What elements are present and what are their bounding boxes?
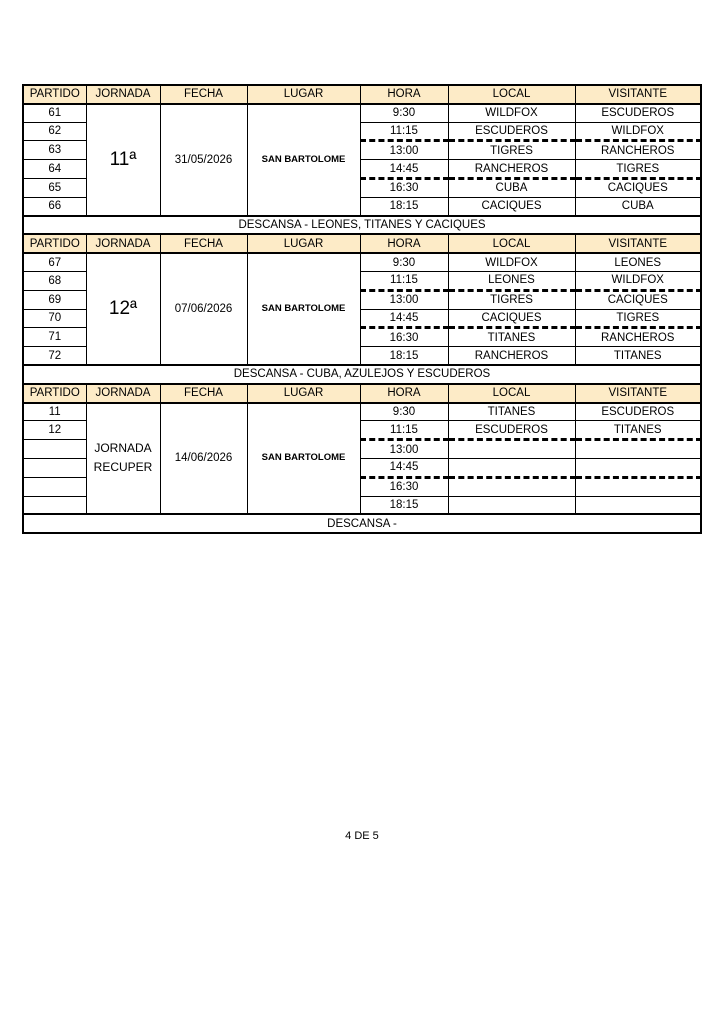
header-partido: PARTIDO	[23, 85, 86, 104]
hora-cell: 9:30	[360, 253, 448, 271]
header-jornada: JORNADA	[86, 384, 160, 403]
lugar-cell: SAN BARTOLOME	[247, 403, 360, 515]
partido-cell	[23, 440, 86, 459]
local-cell	[448, 496, 575, 514]
header-lugar: LUGAR	[247, 384, 360, 403]
header-hora: HORA	[360, 384, 448, 403]
partido-cell: 69	[23, 290, 86, 309]
hora-cell: 14:45	[360, 458, 448, 477]
jornada-cell: 12ª	[86, 253, 160, 365]
hora-cell: 14:45	[360, 309, 448, 328]
partido-cell: 68	[23, 271, 86, 290]
hora-cell: 11:15	[360, 271, 448, 290]
header-row	[23, 384, 701, 403]
hora-cell: 13:00	[360, 440, 448, 459]
visitante-cell: TIGRES	[575, 160, 701, 179]
hora-cell: 9:30	[360, 403, 448, 421]
descansa-cell: DESCANSA - LEONES, TITANES Y CACIQUES	[23, 216, 701, 235]
match-row	[23, 253, 701, 271]
local-cell: WILDFOX	[448, 253, 575, 271]
local-cell: WILDFOX	[448, 104, 575, 122]
local-cell: CACIQUES	[448, 197, 575, 215]
hora-cell: 11:15	[360, 122, 448, 141]
header-row	[23, 234, 701, 253]
descansa-row	[23, 216, 701, 235]
partido-cell: 62	[23, 122, 86, 141]
header-lugar: LUGAR	[247, 234, 360, 253]
header-row	[23, 85, 701, 104]
local-cell: CACIQUES	[448, 309, 575, 328]
partido-cell	[23, 496, 86, 514]
visitante-cell: TIGRES	[575, 309, 701, 328]
partido-cell: 70	[23, 309, 86, 328]
local-cell: TIGRES	[448, 290, 575, 309]
descansa-cell: DESCANSA -	[23, 514, 701, 533]
partido-cell: 63	[23, 141, 86, 160]
visitante-cell	[575, 477, 701, 496]
visitante-cell	[575, 458, 701, 477]
visitante-cell: TITANES	[575, 347, 701, 365]
page-number: 4 DE 5	[345, 830, 379, 842]
header-local: LOCAL	[448, 234, 575, 253]
visitante-cell	[575, 440, 701, 459]
local-cell	[448, 477, 575, 496]
visitante-cell: TITANES	[575, 421, 701, 440]
header-visitante: VISITANTE	[575, 85, 701, 104]
header-lugar: LUGAR	[247, 85, 360, 104]
fecha-cell: 14/06/2026	[160, 403, 247, 515]
lugar-cell: SAN BARTOLOME	[247, 104, 360, 216]
visitante-cell: WILDFOX	[575, 122, 701, 141]
local-cell: LEONES	[448, 271, 575, 290]
fecha-cell: 31/05/2026	[160, 104, 247, 216]
hora-cell: 13:00	[360, 141, 448, 160]
visitante-cell: CACIQUES	[575, 290, 701, 309]
partido-cell	[23, 458, 86, 477]
visitante-cell: RANCHEROS	[575, 328, 701, 347]
hora-cell: 16:30	[360, 477, 448, 496]
partido-cell: 71	[23, 328, 86, 347]
jornada-cell: JORNADA RECUPER	[86, 403, 160, 515]
hora-cell: 13:00	[360, 290, 448, 309]
header-hora: HORA	[360, 234, 448, 253]
partido-cell: 65	[23, 178, 86, 197]
descansa-row	[23, 514, 701, 533]
match-row	[23, 403, 701, 421]
hora-cell: 9:30	[360, 104, 448, 122]
header-visitante: VISITANTE	[575, 384, 701, 403]
hora-cell: 18:15	[360, 347, 448, 365]
partido-cell: 61	[23, 104, 86, 122]
partido-cell: 12	[23, 421, 86, 440]
hora-cell: 11:15	[360, 421, 448, 440]
local-cell: RANCHEROS	[448, 347, 575, 365]
local-cell: ESCUDEROS	[448, 122, 575, 141]
local-cell: CUBA	[448, 178, 575, 197]
descansa-cell: DESCANSA - CUBA, AZULEJOS Y ESCUDEROS	[23, 365, 701, 384]
descansa-row	[23, 365, 701, 384]
header-partido: PARTIDO	[23, 234, 86, 253]
visitante-cell: ESCUDEROS	[575, 403, 701, 421]
partido-cell: 11	[23, 403, 86, 421]
hora-cell: 16:30	[360, 178, 448, 197]
local-cell: ESCUDEROS	[448, 421, 575, 440]
partido-cell: 72	[23, 347, 86, 365]
visitante-cell	[575, 496, 701, 514]
local-cell: TITANES	[448, 328, 575, 347]
header-fecha: FECHA	[160, 85, 247, 104]
partido-cell: 67	[23, 253, 86, 271]
local-cell: TIGRES	[448, 141, 575, 160]
jornada-cell: 11ª	[86, 104, 160, 216]
visitante-cell: CACIQUES	[575, 178, 701, 197]
hora-cell: 16:30	[360, 328, 448, 347]
match-row	[23, 104, 701, 122]
local-cell	[448, 458, 575, 477]
schedule-table	[22, 84, 702, 534]
header-hora: HORA	[360, 85, 448, 104]
header-fecha: FECHA	[160, 234, 247, 253]
visitante-cell: ESCUDEROS	[575, 104, 701, 122]
local-cell: TITANES	[448, 403, 575, 421]
fecha-cell: 07/06/2026	[160, 253, 247, 365]
header-partido: PARTIDO	[23, 384, 86, 403]
visitante-cell: WILDFOX	[575, 271, 701, 290]
hora-cell: 18:15	[360, 496, 448, 514]
header-local: LOCAL	[448, 85, 575, 104]
header-jornada: JORNADA	[86, 234, 160, 253]
header-visitante: VISITANTE	[575, 234, 701, 253]
partido-cell: 64	[23, 160, 86, 179]
visitante-cell: RANCHEROS	[575, 141, 701, 160]
header-jornada: JORNADA	[86, 85, 160, 104]
partido-cell: 66	[23, 197, 86, 215]
visitante-cell: CUBA	[575, 197, 701, 215]
lugar-cell: SAN BARTOLOME	[247, 253, 360, 365]
partido-cell	[23, 477, 86, 496]
header-local: LOCAL	[448, 384, 575, 403]
header-fecha: FECHA	[160, 384, 247, 403]
hora-cell: 18:15	[360, 197, 448, 215]
local-cell	[448, 440, 575, 459]
visitante-cell: LEONES	[575, 253, 701, 271]
hora-cell: 14:45	[360, 160, 448, 179]
local-cell: RANCHEROS	[448, 160, 575, 179]
